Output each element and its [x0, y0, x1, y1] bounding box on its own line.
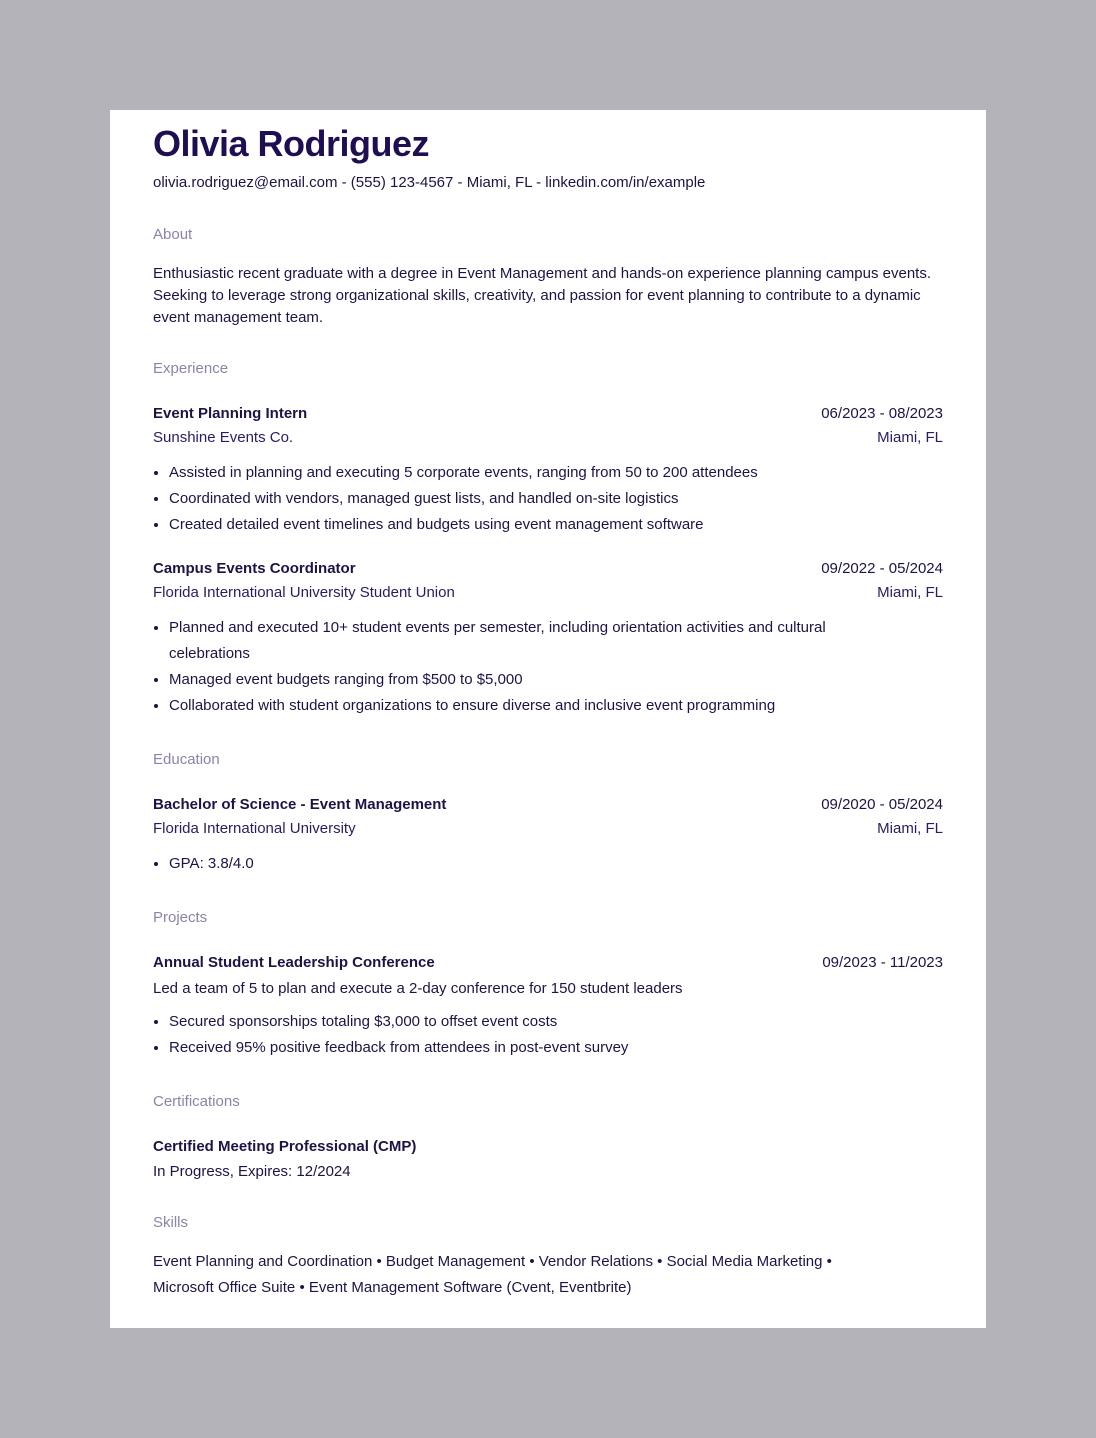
skills-list [153, 1249, 943, 1301]
entry-header [153, 1135, 943, 1159]
education-entry [153, 793, 943, 877]
skills-line: Microsoft Office Suite • Event Management Software (Cvent, Eventbrite) [153, 1279, 632, 1296]
contact-line: olivia.rodriguez@email.com - (555) 123-4567 - Miami, FL - linkedin.com/in/example [153, 174, 706, 191]
about-text: Enthusiastic recent graduate with a degree in Event Management and hands-on experience planning campus events. Seeking to leverage strong organizational skills, creativity, and passion for event planning to contribute to a dynamic event management team. [153, 265, 931, 326]
section-title-skills: Skills [153, 1214, 189, 1231]
job-title: Campus Events Coordinator [153, 560, 356, 577]
entry-subheader [153, 1160, 943, 1184]
section-title-about: About [153, 226, 193, 243]
job-location: Miami, FL [877, 584, 943, 601]
entry-header [153, 951, 943, 975]
job-location: Miami, FL [877, 429, 943, 446]
school: Florida International University [153, 820, 356, 837]
job-bullets [153, 615, 943, 719]
skills-line: Event Planning and Coordination • Budget Management • Vendor Relations • Social Media Marketing • [153, 1253, 832, 1270]
list-item: • Assisted in planning and executing 5 corporate events, ranging from 50 to 200 attendees [169, 460, 943, 486]
project-bullets [153, 1009, 943, 1061]
resume-page [110, 110, 986, 1328]
employer: Sunshine Events Co. [153, 429, 294, 446]
project-name: Annual Student Leadership Conference [153, 954, 435, 971]
education-bullets [153, 851, 943, 877]
list-item: • Created detailed event timelines and budgets using event management software [169, 512, 943, 538]
experience-entry [153, 557, 943, 719]
list-item: • Collaborated with student organizations to ensure diverse and inclusive event programming [169, 693, 883, 719]
list-item: • GPA: 3.8/4.0 [169, 851, 943, 877]
education-dates: 09/2020 - 05/2024 [821, 796, 943, 813]
section-title-education: Education [153, 751, 220, 768]
entry-subheader [153, 426, 943, 450]
entry-header [153, 557, 943, 581]
entry-header [153, 402, 943, 426]
list-item: • Coordinated with vendors, managed guest lists, and handled on-site logistics [169, 486, 943, 512]
degree: Bachelor of Science - Event Management [153, 796, 447, 813]
project-summary [153, 977, 943, 1001]
list-item: • Planned and executed 10+ student events per semester, including orientation activities and cultural celebrations [169, 615, 883, 667]
school-location: Miami, FL [877, 820, 943, 837]
job-bullets [153, 460, 943, 538]
certification-entry [153, 1135, 943, 1184]
list-item: • Received 95% positive feedback from attendees in post-event survey [169, 1035, 943, 1061]
section-title-projects: Projects [153, 909, 208, 926]
certification-name: Certified Meeting Professional (CMP) [153, 1138, 417, 1155]
list-item: • Managed event budgets ranging from $500 to $5,000 [169, 667, 883, 693]
job-dates: 06/2023 - 08/2023 [821, 405, 943, 422]
job-title: Event Planning Intern [153, 405, 308, 422]
list-item: • Secured sponsorships totaling $3,000 to offset event costs [169, 1009, 943, 1035]
resume-name: Olivia Rodriguez [153, 123, 430, 164]
job-dates: 09/2022 - 05/2024 [821, 560, 943, 577]
project-summary-text: Led a team of 5 to plan and execute a 2-day conference for 150 student leaders [153, 980, 683, 997]
entry-subheader [153, 817, 943, 841]
section-title-experience: Experience [153, 360, 229, 377]
entry-subheader [153, 581, 943, 605]
experience-entry [153, 402, 943, 538]
employer: Florida International University Student Union [153, 584, 455, 601]
project-dates: 09/2023 - 11/2023 [822, 954, 943, 971]
project-entry [153, 951, 943, 1061]
section-title-certifications: Certifications [153, 1093, 240, 1110]
certification-status: In Progress, Expires: 12/2024 [153, 1163, 351, 1180]
entry-header [153, 793, 943, 817]
